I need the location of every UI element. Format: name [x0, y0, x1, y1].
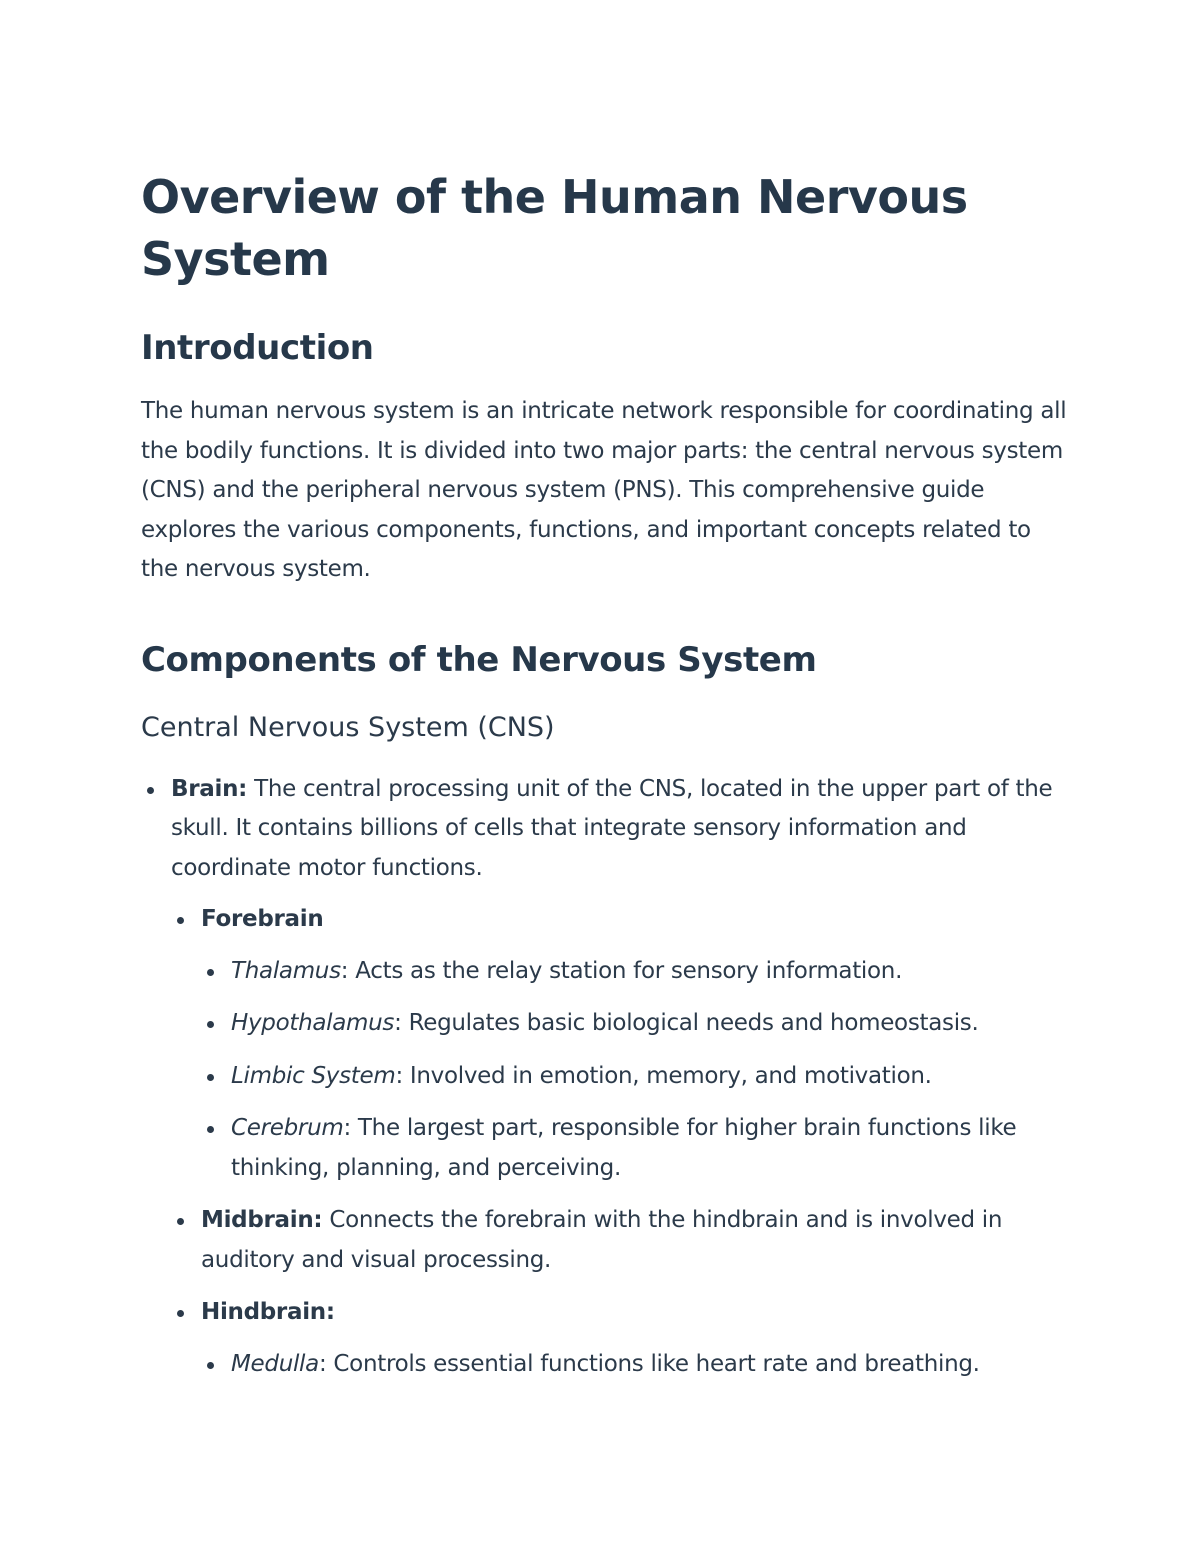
bullet-icon — [147, 787, 154, 794]
document-title: Overview of the Human Nervous System — [141, 170, 968, 286]
midbrain-description: Connects the forebrain with the hindbrain and is involved in auditory and visual processing. — [201, 1207, 1003, 1273]
introduction-paragraph: The human nervous system is an intricate network responsible for coordinating all the bodily functions. It is divided into two major parts: the central nervous system (CNS) and the peripheral nervous system (PNS). This comprehensive guide explores the various components, functions, and important concepts related to the nervous system. — [141, 398, 1067, 582]
midbrain-label: Midbrain: — [201, 1207, 323, 1233]
hypothalamus-description: : Regulates basic biological needs and homeostasis. — [394, 1010, 979, 1036]
forebrain-label: Forebrain — [201, 906, 324, 932]
document-page — [141, 166, 1071, 1384]
bullet-icon — [207, 1021, 214, 1028]
cerebrum-description: : The largest part, responsible for higher brain functions like thinking, planning, and perceiving. — [231, 1115, 1017, 1181]
limbic-system-description: : Involved in emotion, memory, and motivation. — [395, 1062, 932, 1089]
brain-label: Brain: — [171, 775, 248, 802]
list-item-midbrain — [201, 1201, 1071, 1280]
medulla-description: : Controls essential functions like heart rate and breathing. — [318, 1350, 980, 1377]
components-heading: Components of the Nervous System — [141, 639, 817, 680]
list-item-thalamus — [231, 952, 1071, 992]
medulla-term: Medulla — [231, 1350, 319, 1377]
cns-list — [141, 770, 1071, 1385]
thalamus-description: : Acts as the relay station for sensory information. — [340, 957, 903, 984]
list-item-forebrain — [201, 900, 1071, 1188]
brain-description: The central processing unit of the CNS, located in the upper part of the skull. It contains billions of cells that integrate sensory information and coordinate motor functions. — [171, 775, 1053, 881]
list-item-brain — [171, 770, 1071, 1385]
introduction-heading: Introduction — [141, 328, 374, 368]
list-item-cerebrum — [231, 1109, 1071, 1188]
brain-sublist — [171, 900, 1071, 1384]
forebrain-sublist — [201, 952, 1071, 1189]
brain-text — [171, 770, 1071, 889]
thalamus-term: Thalamus — [231, 957, 341, 984]
list-item-limbic-system — [231, 1057, 1071, 1097]
list-item-hypothalamus — [231, 1004, 1071, 1044]
hindbrain-label: Hindbrain: — [201, 1299, 335, 1325]
bullet-icon — [177, 1218, 184, 1225]
hypothalamus-term: Hypothalamus — [231, 1010, 395, 1036]
bullet-icon — [207, 1126, 214, 1133]
bullet-icon — [207, 1362, 214, 1369]
bullet-icon — [207, 969, 214, 976]
hindbrain-sublist — [201, 1345, 1071, 1385]
list-item-medulla — [231, 1345, 1071, 1385]
bullet-icon — [177, 917, 184, 924]
bullet-icon — [177, 1310, 184, 1317]
list-item-hindbrain — [201, 1293, 1071, 1384]
cns-heading: Central Nervous System (CNS) — [141, 711, 555, 743]
limbic-system-term: Limbic System — [231, 1062, 396, 1089]
bullet-icon — [207, 1074, 214, 1081]
cerebrum-term: Cerebrum — [231, 1115, 344, 1141]
